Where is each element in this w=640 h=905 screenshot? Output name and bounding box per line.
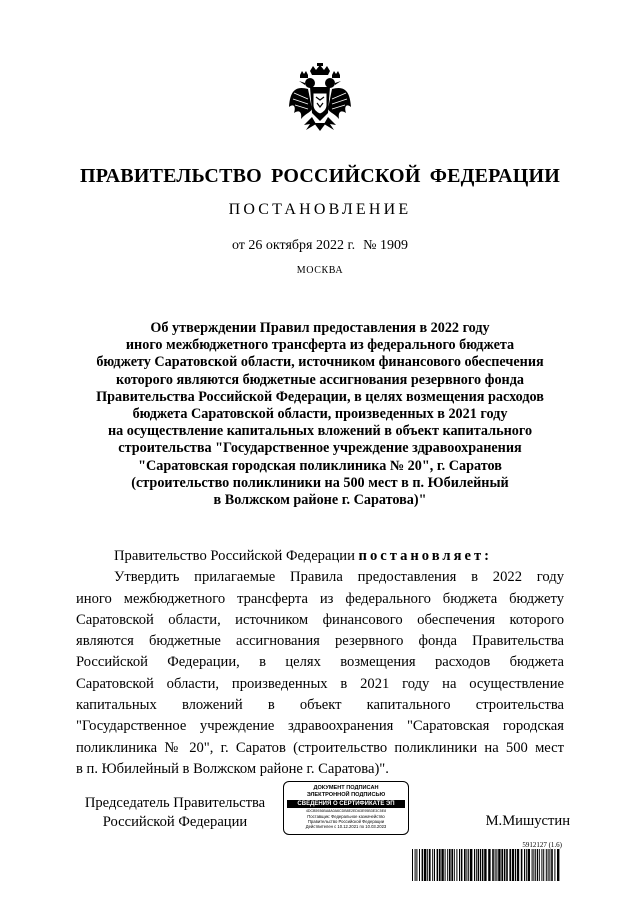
russian-coat-of-arms-icon [288, 63, 352, 133]
decree-number: № 1909 [363, 238, 408, 253]
subject-line: (строительство поликлиники на 500 мест в п. Юбилейный [131, 474, 509, 491]
barcode-bar [496, 849, 497, 881]
paragraph-line: в п. Юбилейный в Волжском районе г. Саратова)". [76, 760, 389, 777]
barcode-bar [488, 849, 490, 881]
barcode-bar [543, 849, 544, 881]
decree-body [76, 546, 564, 780]
barcode-bar [515, 849, 516, 881]
subject-line: строительства "Государственное учреждение здравоохранения [118, 440, 522, 457]
barcode-bar [434, 849, 435, 881]
barcode-bar [422, 849, 424, 881]
paragraph-line: Саратовской области, источником финансового обеспечения которого [76, 611, 564, 628]
barcode-bar [432, 849, 433, 881]
barcode [412, 849, 560, 881]
stamp-serial: 4DCB5936BA8A0A6CDB8E2ED63E95B3E3C5E8 [305, 809, 387, 813]
barcode-bar [512, 849, 514, 881]
signatory-name: М.Мишустин [485, 813, 570, 829]
barcode-bar [468, 849, 469, 881]
barcode-bar [449, 849, 451, 881]
electronic-signature-stamp [283, 781, 409, 835]
barcode-bar [454, 849, 455, 881]
barcode-bar [541, 849, 542, 881]
barcode-bar [537, 849, 538, 881]
subject-line: "Саратовская городская поликлиника № 20", г. Саратов [138, 457, 502, 474]
barcode-bar [509, 849, 511, 881]
barcode-bar [439, 849, 441, 881]
stamp-owner: Правительство Российской Федерации [307, 819, 385, 825]
barcode-bar [484, 849, 486, 881]
preamble-line [76, 546, 564, 567]
barcode-bar [427, 849, 428, 881]
barcode-number: 5912127 (1.6) [522, 841, 562, 849]
barcode-bar [521, 849, 523, 881]
barcode-bar [429, 849, 431, 881]
barcode-bar [532, 849, 533, 881]
paragraph-line: капитальных вложений в объект капитального строительства [76, 697, 564, 714]
barcode-bar [447, 849, 448, 881]
subject-line: Об утверждении Правил предоставления в 2022 году [150, 320, 490, 336]
barcode-bar [524, 849, 525, 881]
barcode-bar [470, 849, 472, 881]
barcode-bar [461, 849, 463, 881]
decree-word: постановляет: [358, 548, 492, 564]
paragraph-line: "Государственное учреждение здравоохранения "Саратовская городская [76, 718, 564, 735]
barcode-bar [557, 849, 559, 881]
barcode-bar [548, 849, 549, 881]
barcode-bar [498, 849, 500, 881]
decree-date-line [0, 238, 640, 254]
barcode-bar [546, 849, 547, 881]
barcode-bar [549, 849, 550, 881]
barcode-bar [535, 849, 536, 881]
paragraph-line: являются бюджетные ассигнования резервного фонда Правительства [76, 633, 564, 650]
stamp-validity: Действителен с 10.12.2021 по 10.03.2023 [305, 824, 387, 830]
barcode-bar [526, 849, 527, 881]
barcode-bar [517, 849, 519, 881]
barcode-bar [415, 849, 416, 881]
paragraph-line: поликлиника № 20", г. Саратов (строительство поликлиники на 500 мест [76, 739, 564, 756]
barcode-bar [539, 849, 540, 881]
barcode-bar [441, 849, 443, 881]
document-type: ПОСТАНОВЛЕНИЕ [228, 201, 412, 218]
barcode-bar [480, 849, 481, 881]
stamp-title: ДОКУМЕНТ ПОДПИСАН [313, 785, 379, 791]
barcode-bar [456, 849, 457, 881]
barcode-bar [506, 849, 508, 881]
barcode-bar [528, 849, 530, 881]
subject-line: которого являются бюджетные ассигнования резервного фонда [116, 371, 524, 388]
barcode-bar [504, 849, 506, 881]
barcode-bar [466, 849, 467, 881]
paragraph-line: Российской Федерации, в целях возмещения расходов бюджета [76, 654, 564, 671]
barcode-bar [492, 849, 494, 881]
subject-line: в Волжском районе г. Саратова)" [213, 492, 427, 509]
stamp-issuer: Поставщик: Федеральное казначейство [307, 814, 385, 819]
barcode-bar [416, 849, 417, 881]
barcode-bar [554, 849, 555, 881]
subject-line: бюджета Саратовской области, произведенных в 2021 году [132, 406, 508, 423]
signatory-position [80, 794, 270, 832]
issue-city: МОСКВА [296, 265, 344, 276]
subject-line: Правительства Российской Федерации, в целях возмещения расходов [96, 388, 544, 405]
decree-subject [66, 320, 574, 509]
barcode-bar [424, 849, 426, 881]
barcode-bar [495, 849, 496, 881]
preamble-text: Правительство Российской Федерации [114, 548, 355, 564]
barcode-bar [459, 849, 460, 881]
barcode-bar [412, 849, 413, 881]
barcode-bar [551, 849, 553, 881]
government-title: ПРАВИТЕЛЬСТВО РОССИЙСКОЙ ФЕДЕРАЦИИ [80, 165, 560, 187]
position-line: Российской Федерации [102, 814, 248, 830]
paragraph-line: иного межбюджетного трансферта из федерального бюджета бюджету [76, 590, 564, 607]
barcode-bar [419, 849, 420, 881]
barcode-bar [533, 849, 534, 881]
barcode-bar [476, 849, 477, 881]
barcode-bar [478, 849, 480, 881]
paragraph-line: Саратовской области, произведенных в 2021 году на осуществление [76, 675, 564, 692]
barcode-bar [501, 849, 503, 881]
decree-date: от 26 октября 2022 г. [231, 238, 356, 253]
barcode-bar [464, 849, 466, 881]
subject-line: бюджету Саратовской области, источником финансового обеспечения [96, 354, 544, 371]
barcode-bar [474, 849, 475, 881]
subject-line: иного межбюджетного трансферта из федерального бюджета [125, 337, 515, 354]
stamp-certificate-bar: СВЕДЕНИЯ О СЕРТИФИКАТЕ ЭП [287, 800, 405, 808]
position-line: Председатель Правительства [84, 795, 266, 811]
barcode-bar [437, 849, 439, 881]
barcode-bar [451, 849, 453, 881]
paragraph-line: Утвердить прилагаемые Правила предоставления в 2022 году [114, 569, 564, 586]
barcode-bar [445, 849, 446, 881]
stamp-subtitle: ЭЛЕКТРОННОЙ ПОДПИСЬЮ [306, 792, 386, 798]
barcode-bar [482, 849, 484, 881]
subject-line: на осуществление капитальных вложений в объект капитального [107, 423, 533, 440]
